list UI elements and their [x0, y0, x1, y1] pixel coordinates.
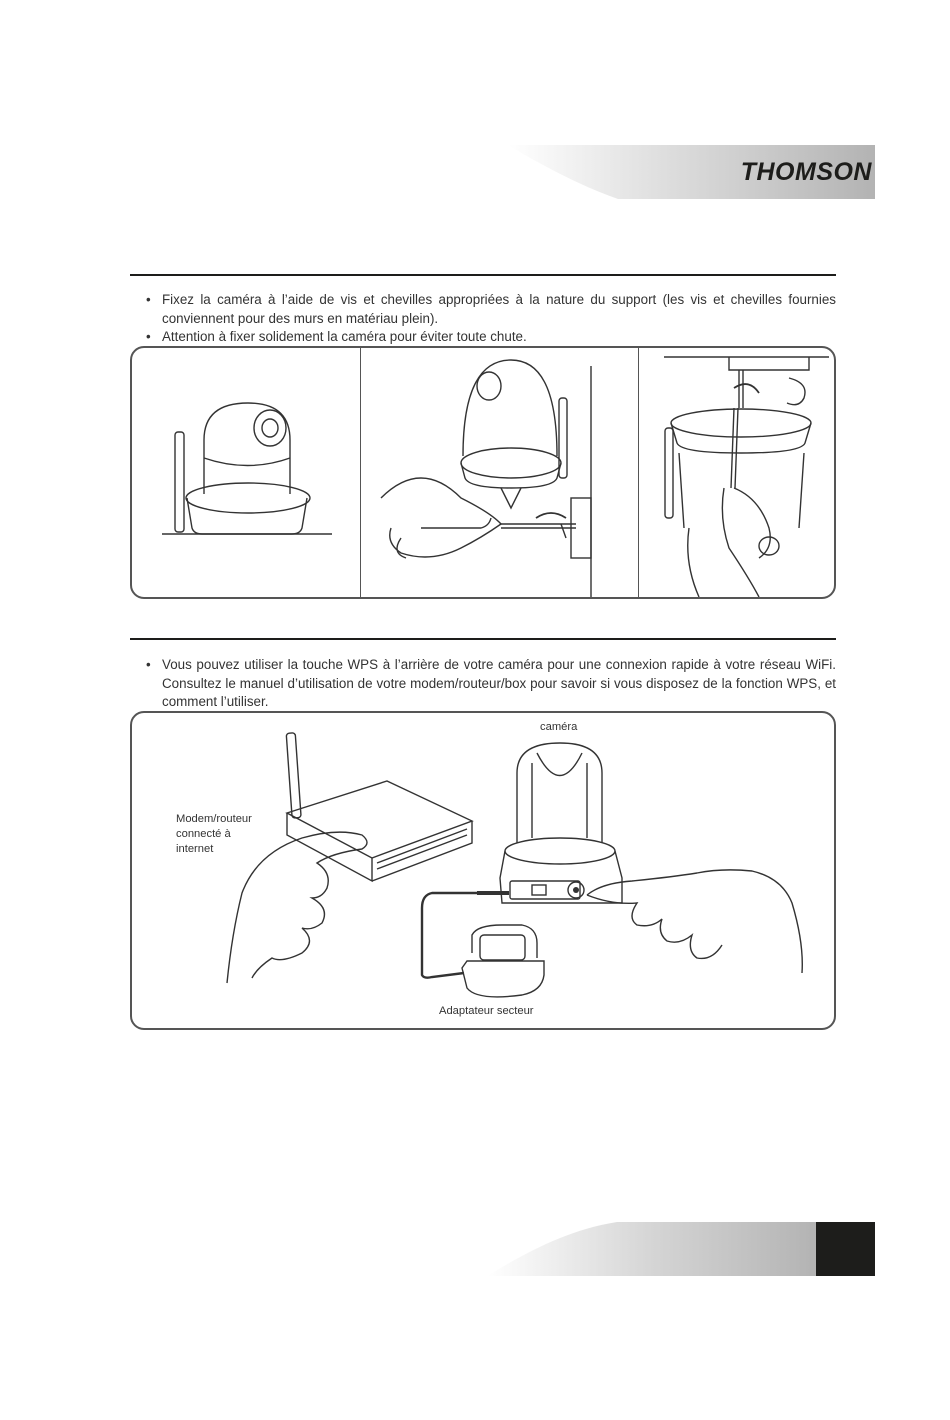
ceiling-mount-illustration [639, 348, 836, 597]
wall-mount-screw-illustration [361, 348, 638, 597]
adapter-label: Adaptateur secteur [439, 1005, 534, 1017]
section2-bullets [140, 656, 836, 712]
brand-logo: THOMSON [740, 158, 872, 186]
wps-connection-illustration [132, 713, 834, 1028]
section1-bullets [140, 291, 836, 347]
router-label [176, 812, 252, 857]
router-label-line: Modem/routeur [176, 813, 252, 825]
router-label-line: connecté à [176, 828, 231, 840]
mounting-illustration-panel [130, 346, 836, 599]
camera-on-table-illustration [132, 348, 360, 597]
page-number-box [816, 1222, 875, 1276]
footer-band [487, 1222, 817, 1276]
wps-illustration-panel [130, 711, 836, 1030]
section-rule-2 [130, 638, 836, 640]
camera-label: caméra [540, 721, 578, 733]
bullet-item: • Vous pouvez utiliser la touche WPS à l’arrière de votre caméra pour une connexion rapide à votre réseau WiFi. Consultez le manuel d’utilisation de votre modem/routeur/box pour savoir si vous disposez de la fonction WPS, et comment l’utiliser. [140, 656, 836, 712]
section-rule-1 [130, 274, 836, 276]
bullet-item: • Fixez la caméra à l’aide de vis et chevilles appropriées à la nature du support (les vis et chevilles fournies conviennent pour des murs en matériau plein). [140, 291, 836, 328]
bullet-item: • Attention à fixer solidement la caméra pour éviter toute chute. [140, 328, 836, 347]
router-label-line: internet [176, 843, 214, 855]
